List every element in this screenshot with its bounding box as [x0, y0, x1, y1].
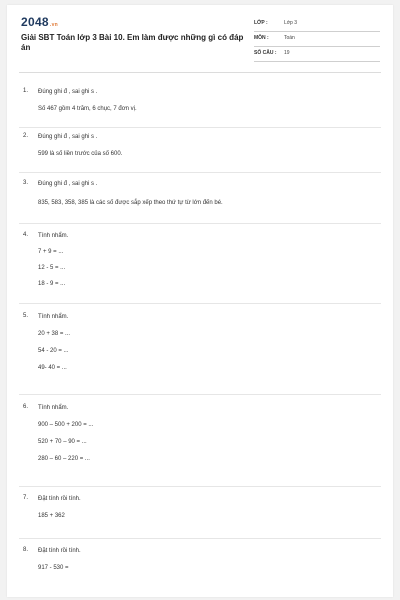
question-number: 6.	[23, 404, 29, 410]
worksheet-header	[7, 5, 393, 67]
question-number: 4.	[23, 232, 29, 238]
question-body	[38, 232, 378, 288]
question-line: 900 – 500 + 200 = ...	[38, 422, 94, 428]
question-number: 3.	[23, 180, 29, 186]
question-instruction: Đặt tính rồi tính.	[38, 496, 81, 502]
question-separator	[19, 223, 381, 224]
logo-suffix: .vn	[49, 22, 59, 28]
meta-value-class: Lớp 3	[284, 20, 298, 26]
question-line: 599 là số liền trước của số 600.	[38, 151, 123, 157]
logo-text: 2048	[21, 15, 49, 29]
header-divider	[19, 72, 381, 73]
question-number: 2.	[23, 133, 29, 139]
question-instruction: Tính nhẩm.	[38, 405, 69, 411]
question-instruction: Đúng ghi đ , sai ghi s .	[38, 134, 98, 140]
question-number: 1.	[23, 88, 29, 94]
question-line: 7 + 9 = ...	[38, 249, 64, 255]
question-number: 7.	[23, 495, 29, 501]
question-number: 5.	[23, 313, 29, 319]
meta-value-subject: Toán	[284, 35, 295, 41]
question-line: 917 - 530 =	[38, 565, 69, 571]
question-instruction: Tính nhẩm.	[38, 233, 69, 239]
question-body	[38, 404, 378, 463]
question-separator	[19, 486, 381, 487]
question-body	[38, 180, 378, 207]
meta-row-class	[254, 17, 380, 32]
question-instruction: Đúng ghi đ , sai ghi s .	[38, 89, 98, 95]
question-line: 49- 40 = ...	[38, 365, 67, 371]
question-line: 280 – 60 – 220 = ...	[38, 456, 90, 462]
meta-label-subject: MÔN :	[254, 35, 269, 41]
question-line: 835, 583, 358, 385 là các số được sắp xếp theo thứ tự từ lớn đến bé.	[38, 200, 223, 206]
question-separator	[19, 127, 381, 128]
worksheet-page	[7, 5, 393, 597]
site-logo[interactable]	[21, 15, 58, 29]
question-line: 20 + 38 = ...	[38, 331, 71, 337]
question-separator	[19, 394, 381, 395]
worksheet-title: Giải SBT Toán lớp 3 Bài 10. Em làm được những gì có đáp án	[21, 33, 244, 52]
question-line: 18 - 9 = ...	[38, 281, 66, 287]
meta-row-subject	[254, 32, 380, 47]
question-body	[38, 88, 378, 113]
question-body	[38, 313, 378, 372]
meta-label-count: SỐ CÂU :	[254, 50, 277, 56]
question-separator	[19, 538, 381, 539]
question-instruction: Đặt tính rồi tính.	[38, 548, 81, 554]
question-body	[38, 133, 378, 158]
question-line: Số 467 gồm 4 trăm, 6 chục, 7 đơn vị.	[38, 106, 137, 112]
question-line: 185 + 362	[38, 513, 65, 519]
question-instruction: Tính nhẩm.	[38, 314, 69, 320]
question-line: 520 + 70 – 90 = ...	[38, 439, 87, 445]
question-body	[38, 547, 378, 572]
meta-label-class: LỚP :	[254, 20, 268, 26]
question-number: 8.	[23, 547, 29, 553]
question-instruction: Đúng ghi đ , sai ghi s .	[38, 181, 98, 187]
meta-value-count: 19	[284, 50, 290, 56]
question-body	[38, 495, 378, 520]
question-line: 12 - 5 = ...	[38, 265, 66, 271]
question-separator	[19, 303, 381, 304]
question-separator	[19, 172, 381, 173]
meta-row-count	[254, 47, 380, 62]
question-line: 54 - 20 = ...	[38, 348, 69, 354]
